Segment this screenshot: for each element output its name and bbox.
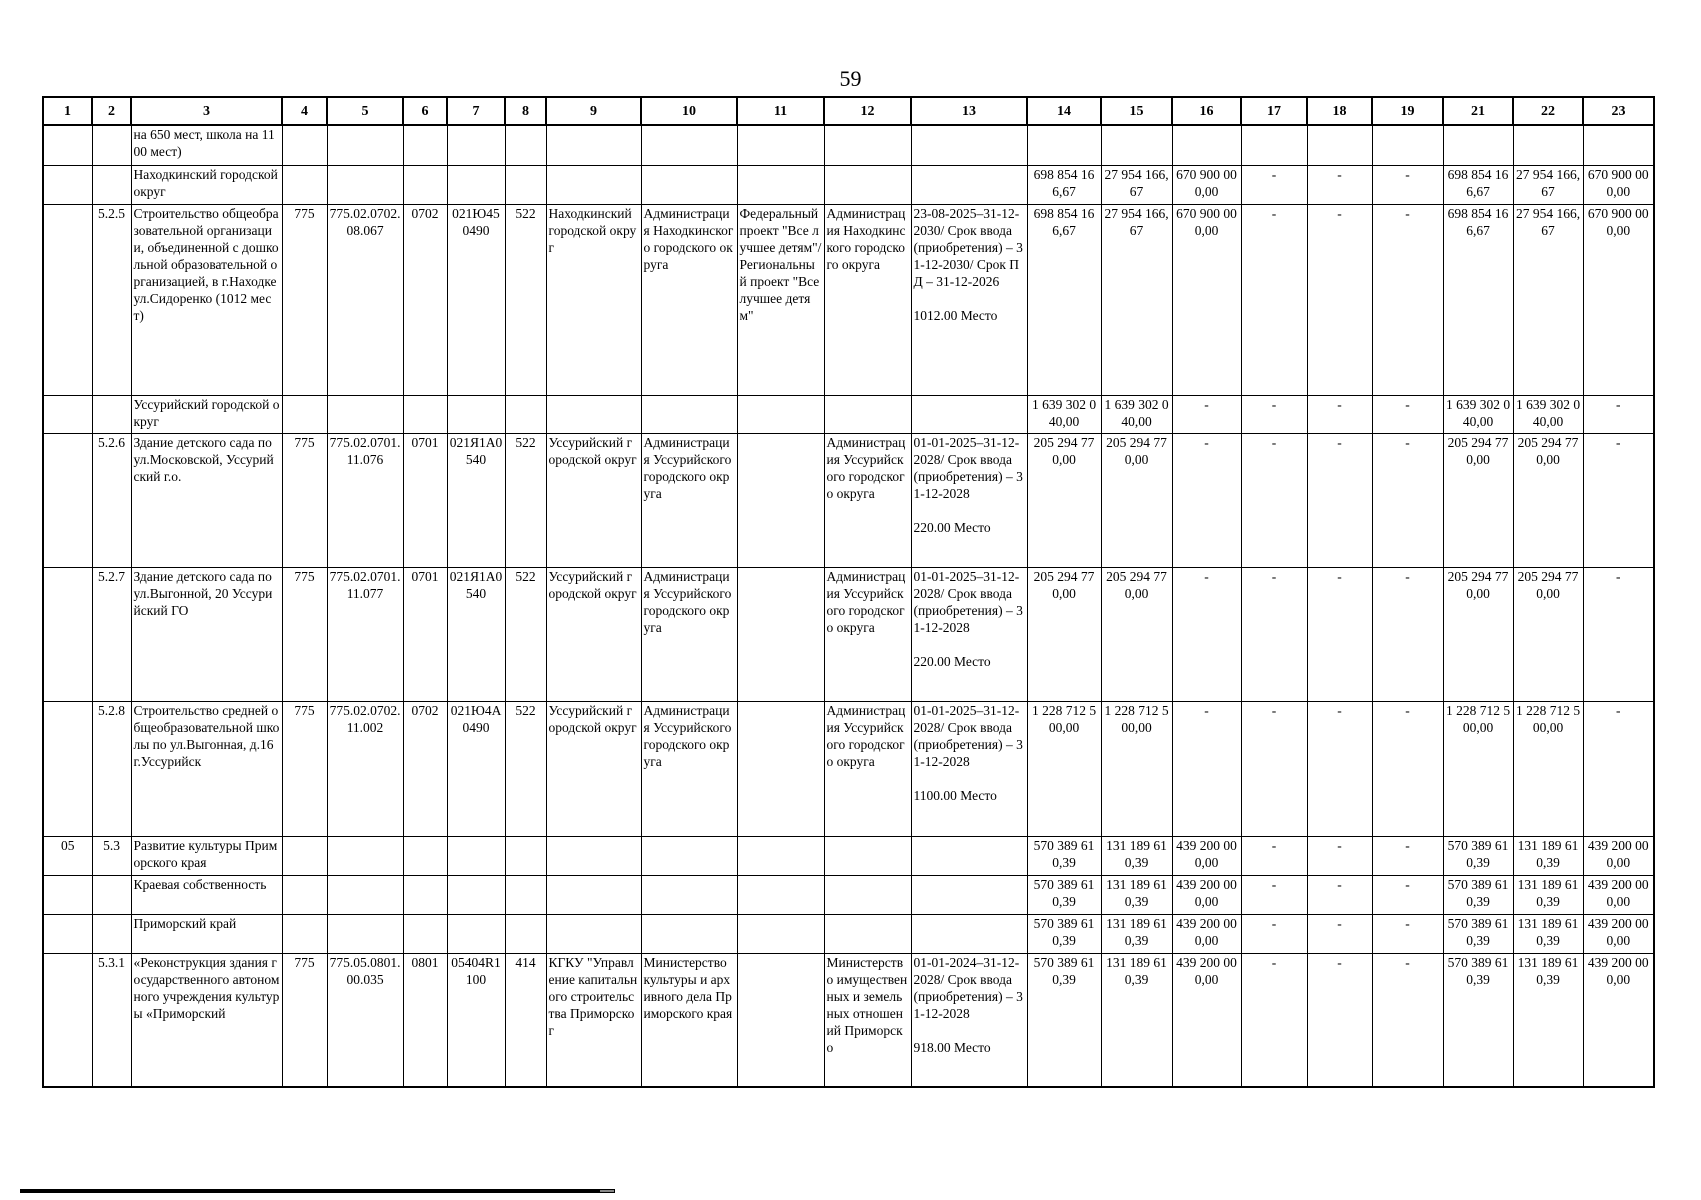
table-cell	[911, 125, 1027, 165]
table-cell: 0702	[403, 701, 447, 836]
table-cell: 775	[282, 567, 327, 701]
table-cell	[403, 395, 447, 433]
table-cell: 0702	[403, 204, 447, 395]
table-cell: 670 900 000,00	[1583, 165, 1654, 204]
table-cell: КГКУ "Управление капитального строительства Приморског	[546, 953, 641, 1087]
table-cell: 570 389 610,39	[1027, 836, 1101, 875]
table-cell	[43, 567, 92, 701]
column-header: 3	[131, 97, 282, 125]
table-cell: -	[1241, 836, 1307, 875]
table-cell: 131 189 610,39	[1101, 953, 1172, 1087]
table-cell: -	[1307, 204, 1372, 395]
table-cell: -	[1372, 875, 1443, 914]
table-cell	[737, 953, 824, 1087]
table-cell: 0701	[403, 567, 447, 701]
table-cell: -	[1172, 701, 1241, 836]
table-cell: -	[1307, 836, 1372, 875]
table-cell: 131 189 610,39	[1513, 836, 1583, 875]
table-cell: Уссурийский городской округ	[131, 395, 282, 433]
table-cell: -	[1372, 567, 1443, 701]
table-cell: 01-01-2025–31-12-2028/ Срок ввода (приобретения) – 31-12-2028 220.00 Место	[911, 567, 1027, 701]
table-cell: -	[1241, 914, 1307, 953]
table-cell: Находкинский городской округ	[546, 204, 641, 395]
table-cell	[824, 836, 911, 875]
table-cell: Уссурийский городской округ	[546, 701, 641, 836]
table-cell: 131 189 610,39	[1101, 914, 1172, 953]
table-cell	[92, 125, 131, 165]
table-cell	[43, 875, 92, 914]
column-header: 22	[1513, 97, 1583, 125]
table-cell	[824, 875, 911, 914]
table-cell	[282, 836, 327, 875]
table-cell: 775	[282, 204, 327, 395]
table-cell: 775	[282, 433, 327, 567]
table-cell: -	[1372, 433, 1443, 567]
table-cell: 439 200 000,00	[1172, 875, 1241, 914]
page-number: 59	[839, 66, 862, 91]
table-cell: 5.2.7	[92, 567, 131, 701]
table-cell: 021Ю4А0490	[447, 701, 505, 836]
table-cell: 01-01-2024–31-12-2028/ Срок ввода (приобретения) – 31-12-2028 918.00 Место	[911, 953, 1027, 1087]
table-cell: Федеральный проект "Все лучшее детям"/Региональный проект "Все лучшее детям"	[737, 204, 824, 395]
table-cell: Администрация Уссурийского городского округа	[824, 567, 911, 701]
table-cell	[43, 914, 92, 953]
table-cell	[327, 836, 403, 875]
table-cell: -	[1241, 165, 1307, 204]
table-cell: 522	[505, 701, 546, 836]
table-cell	[43, 165, 92, 204]
table-cell: на 650 мест, школа на 1100 мест)	[131, 125, 282, 165]
table-cell: -	[1172, 395, 1241, 433]
column-header: 4	[282, 97, 327, 125]
table-cell: 0701	[403, 433, 447, 567]
table-cell: Приморский край	[131, 914, 282, 953]
table-cell: 439 200 000,00	[1583, 875, 1654, 914]
table-cell	[1443, 125, 1513, 165]
table-cell: 775	[282, 953, 327, 1087]
table-cell	[447, 395, 505, 433]
table-cell	[737, 836, 824, 875]
table-cell	[1172, 125, 1241, 165]
table-cell: 205 294 770,00	[1101, 433, 1172, 567]
table-cell: -	[1307, 914, 1372, 953]
table-cell	[641, 836, 737, 875]
table-cell	[403, 125, 447, 165]
column-header: 8	[505, 97, 546, 125]
table-cell	[546, 125, 641, 165]
table-cell: 5.2.8	[92, 701, 131, 836]
table-cell	[403, 914, 447, 953]
table-cell: 570 389 610,39	[1443, 953, 1513, 1087]
table-cell: 01-01-2025–31-12-2028/ Срок ввода (приобретения) – 31-12-2028 220.00 Место	[911, 433, 1027, 567]
table-cell	[403, 875, 447, 914]
table-cell: Администрация Находкинского городского округа	[641, 204, 737, 395]
table-cell	[43, 433, 92, 567]
table-cell	[911, 836, 1027, 875]
table-cell	[447, 914, 505, 953]
table-cell: Администрация Уссурийского городского округа	[824, 433, 911, 567]
table-cell: 775.02.0702.11.002	[327, 701, 403, 836]
table-cell	[737, 875, 824, 914]
table-cell: 01-01-2025–31-12-2028/ Срок ввода (приобретения) – 31-12-2028 1100.00 Место	[911, 701, 1027, 836]
table-row	[43, 953, 1654, 1087]
table-cell	[43, 395, 92, 433]
table-cell	[403, 836, 447, 875]
table-cell: Министерство культуры и архивного дела Приморского края	[641, 953, 737, 1087]
table-cell: 27 954 166,67	[1513, 165, 1583, 204]
table-cell: -	[1372, 204, 1443, 395]
column-header: 2	[92, 97, 131, 125]
table-cell: Уссурийский городской округ	[546, 433, 641, 567]
table-cell: Министерство имущественных и земельных отношений Приморско	[824, 953, 911, 1087]
table-cell: Находкинский городской округ	[131, 165, 282, 204]
column-header: 13	[911, 97, 1027, 125]
table-cell: Администрация Уссурийского городского округа	[824, 701, 911, 836]
table-cell	[282, 125, 327, 165]
column-header: 7	[447, 97, 505, 125]
table-cell: -	[1307, 953, 1372, 1087]
table-cell	[447, 125, 505, 165]
table-cell: -	[1372, 395, 1443, 433]
table-cell: -	[1372, 836, 1443, 875]
column-header: 10	[641, 97, 737, 125]
table-cell	[43, 125, 92, 165]
table-cell: 131 189 610,39	[1513, 914, 1583, 953]
table-row	[43, 125, 1654, 165]
table-row	[43, 701, 1654, 836]
column-header: 14	[1027, 97, 1101, 125]
table-cell: 775.05.0801.00.035	[327, 953, 403, 1087]
table-cell: 670 900 000,00	[1583, 204, 1654, 395]
table-cell: -	[1307, 165, 1372, 204]
table-cell	[447, 875, 505, 914]
table-cell	[282, 875, 327, 914]
table-cell: 1 228 712 500,00	[1443, 701, 1513, 836]
table-cell	[911, 914, 1027, 953]
table-cell: 5.3	[92, 836, 131, 875]
table-header-row	[43, 97, 1654, 125]
table-cell	[282, 914, 327, 953]
table-cell: 131 189 610,39	[1513, 875, 1583, 914]
column-header: 23	[1583, 97, 1654, 125]
table-cell: -	[1372, 701, 1443, 836]
table-cell: 5.2.6	[92, 433, 131, 567]
table-cell: 0801	[403, 953, 447, 1087]
table-cell: -	[1583, 567, 1654, 701]
table-cell: 439 200 000,00	[1583, 914, 1654, 953]
table-cell	[641, 875, 737, 914]
table-cell: 05	[43, 836, 92, 875]
table-cell: -	[1583, 433, 1654, 567]
table-cell	[546, 395, 641, 433]
table-cell: 27 954 166,67	[1513, 204, 1583, 395]
table-cell	[282, 165, 327, 204]
table-cell: 205 294 770,00	[1443, 433, 1513, 567]
table-cell	[546, 165, 641, 204]
table-cell	[737, 433, 824, 567]
table-cell	[546, 914, 641, 953]
table-cell	[1101, 125, 1172, 165]
table-cell: -	[1241, 204, 1307, 395]
table-row	[43, 567, 1654, 701]
table-cell: 131 189 610,39	[1101, 875, 1172, 914]
table-cell: 570 389 610,39	[1027, 953, 1101, 1087]
footer-rule-tail	[600, 1190, 614, 1192]
table-cell: 131 189 610,39	[1101, 836, 1172, 875]
table-cell: Развитие культуры Приморского края	[131, 836, 282, 875]
budget-table	[42, 96, 1655, 1088]
column-header: 16	[1172, 97, 1241, 125]
table-cell: -	[1307, 567, 1372, 701]
table-cell	[824, 914, 911, 953]
table-cell	[737, 914, 824, 953]
table-cell: 205 294 770,00	[1513, 567, 1583, 701]
column-header: 17	[1241, 97, 1307, 125]
table-cell: 439 200 000,00	[1172, 836, 1241, 875]
table-row	[43, 836, 1654, 875]
table-cell	[737, 165, 824, 204]
table-cell	[911, 875, 1027, 914]
table-cell: Здание детского сада по ул.Выгонной, 20 Уссурийский ГО	[131, 567, 282, 701]
table-cell: 439 200 000,00	[1172, 953, 1241, 1087]
table-cell	[911, 165, 1027, 204]
table-cell	[641, 914, 737, 953]
footer-rule	[20, 1189, 615, 1193]
table-cell: «Реконструкция здания государственного автономного учреждения культуры «Приморский	[131, 953, 282, 1087]
table-cell: Администрация Уссурийского городского округа	[641, 567, 737, 701]
table-cell: Строительство средней общеобразовательной школы по ул.Выгонная, д.16 г.Уссурийск	[131, 701, 282, 836]
table-cell: 439 200 000,00	[1583, 836, 1654, 875]
table-cell	[737, 125, 824, 165]
table-cell: 775.02.0701.11.077	[327, 567, 403, 701]
column-header: 9	[546, 97, 641, 125]
table-cell: 021Я1А0540	[447, 433, 505, 567]
table-cell	[1241, 125, 1307, 165]
table-cell	[641, 395, 737, 433]
table-cell: Уссурийский городской округ	[546, 567, 641, 701]
table-cell: 522	[505, 433, 546, 567]
table-cell	[911, 395, 1027, 433]
table-cell: 439 200 000,00	[1172, 914, 1241, 953]
table-cell: 570 389 610,39	[1443, 875, 1513, 914]
table-cell: 205 294 770,00	[1027, 433, 1101, 567]
table-cell: -	[1583, 701, 1654, 836]
column-header: 6	[403, 97, 447, 125]
table-cell: 205 294 770,00	[1101, 567, 1172, 701]
table-cell: 775	[282, 701, 327, 836]
table-cell: 021Ю450490	[447, 204, 505, 395]
table-cell: -	[1241, 701, 1307, 836]
table-cell	[505, 125, 546, 165]
table-cell: -	[1241, 395, 1307, 433]
table-cell: 1 228 712 500,00	[1027, 701, 1101, 836]
table-cell: -	[1307, 433, 1372, 567]
table-cell	[1513, 125, 1583, 165]
table-cell	[327, 395, 403, 433]
table-cell	[505, 836, 546, 875]
column-header: 15	[1101, 97, 1172, 125]
table-cell: Администрация Уссурийского городского округа	[641, 701, 737, 836]
table-cell: 205 294 770,00	[1443, 567, 1513, 701]
table-row	[43, 433, 1654, 567]
table-cell	[327, 165, 403, 204]
table-cell: 775.02.0702.08.067	[327, 204, 403, 395]
table-cell: 021Я1А0540	[447, 567, 505, 701]
table-cell	[447, 165, 505, 204]
table-cell	[327, 875, 403, 914]
table-cell: Строительство общеобразовательной организации, объединенной с дошкольной образовательной организацией, в г.Находке ул.Сидоренко (1012 мест)	[131, 204, 282, 395]
table-cell: 1 639 302 040,00	[1027, 395, 1101, 433]
table-row	[43, 204, 1654, 395]
column-header: 21	[1443, 97, 1513, 125]
table-cell: 670 900 000,00	[1172, 165, 1241, 204]
table-cell: -	[1583, 395, 1654, 433]
table-cell: 570 389 610,39	[1027, 914, 1101, 953]
table-cell: 414	[505, 953, 546, 1087]
table-cell: -	[1307, 875, 1372, 914]
table-cell	[546, 836, 641, 875]
table-cell: 5.2.5	[92, 204, 131, 395]
table-cell: 205 294 770,00	[1027, 567, 1101, 701]
table-cell: 1 639 302 040,00	[1513, 395, 1583, 433]
table-row	[43, 165, 1654, 204]
table-cell: -	[1241, 875, 1307, 914]
table-cell	[505, 875, 546, 914]
table-cell: 27 954 166,67	[1101, 204, 1172, 395]
table-cell	[327, 914, 403, 953]
table-cell: 698 854 166,67	[1027, 165, 1101, 204]
table-row	[43, 914, 1654, 953]
table-cell	[737, 395, 824, 433]
table-cell: -	[1241, 567, 1307, 701]
table-cell: 522	[505, 204, 546, 395]
table-cell: -	[1172, 433, 1241, 567]
table-cell	[546, 875, 641, 914]
table-cell	[641, 125, 737, 165]
table-cell: 570 389 610,39	[1443, 836, 1513, 875]
table-cell	[1583, 125, 1654, 165]
table-cell	[92, 165, 131, 204]
table-cell: -	[1372, 165, 1443, 204]
table-cell	[1027, 125, 1101, 165]
table-cell: 698 854 166,67	[1443, 165, 1513, 204]
table-cell: 05404R1100	[447, 953, 505, 1087]
table-cell	[824, 395, 911, 433]
table-cell: 775.02.0701.11.076	[327, 433, 403, 567]
table-cell	[505, 395, 546, 433]
table-cell: 570 389 610,39	[1027, 875, 1101, 914]
table-cell	[43, 701, 92, 836]
table-cell	[92, 875, 131, 914]
column-header: 19	[1372, 97, 1443, 125]
table-cell	[641, 165, 737, 204]
table-cell	[824, 165, 911, 204]
table-cell	[447, 836, 505, 875]
table-cell: 522	[505, 567, 546, 701]
table-cell: 439 200 000,00	[1583, 953, 1654, 1087]
table-cell	[92, 914, 131, 953]
table-cell	[737, 701, 824, 836]
table-cell: -	[1307, 395, 1372, 433]
table-cell: 570 389 610,39	[1443, 914, 1513, 953]
column-header: 12	[824, 97, 911, 125]
table-cell: 27 954 166,67	[1101, 165, 1172, 204]
table-cell: 1 639 302 040,00	[1101, 395, 1172, 433]
table-cell	[92, 395, 131, 433]
table-cell: Администрация Уссурийского городского округа	[641, 433, 737, 567]
table-row	[43, 395, 1654, 433]
column-header: 5	[327, 97, 403, 125]
table-cell	[1372, 125, 1443, 165]
table-cell: 23-08-2025–31-12-2030/ Срок ввода (приобретения) – 31-12-2030/ Срок ПД – 31-12-2026 1012.00 Место	[911, 204, 1027, 395]
table-cell	[1307, 125, 1372, 165]
column-header: 18	[1307, 97, 1372, 125]
table-cell: -	[1241, 433, 1307, 567]
table-cell	[43, 953, 92, 1087]
table-cell	[43, 204, 92, 395]
table-cell: Администрация Находкинского городского округа	[824, 204, 911, 395]
table-cell: Здание детского сада по ул.Московской, Уссурийский г.о.	[131, 433, 282, 567]
table-cell: 205 294 770,00	[1513, 433, 1583, 567]
table-cell: -	[1372, 953, 1443, 1087]
table-cell: -	[1172, 567, 1241, 701]
table-cell	[505, 165, 546, 204]
column-header: 11	[737, 97, 824, 125]
table-cell: 5.3.1	[92, 953, 131, 1087]
table-cell	[737, 567, 824, 701]
table-cell	[824, 125, 911, 165]
table-cell: -	[1241, 953, 1307, 1087]
column-header: 1	[43, 97, 92, 125]
table-cell: 1 228 712 500,00	[1513, 701, 1583, 836]
table-row	[43, 875, 1654, 914]
table-cell: 698 854 166,67	[1443, 204, 1513, 395]
table-cell: Краевая собственность	[131, 875, 282, 914]
table-cell: -	[1372, 914, 1443, 953]
table-cell: 1 228 712 500,00	[1101, 701, 1172, 836]
table-cell	[505, 914, 546, 953]
table-cell: -	[1307, 701, 1372, 836]
table-cell: 698 854 166,67	[1027, 204, 1101, 395]
table-cell	[403, 165, 447, 204]
table-cell	[282, 395, 327, 433]
table-cell: 670 900 000,00	[1172, 204, 1241, 395]
table-cell	[327, 125, 403, 165]
table-cell: 131 189 610,39	[1513, 953, 1583, 1087]
table-cell: 1 639 302 040,00	[1443, 395, 1513, 433]
